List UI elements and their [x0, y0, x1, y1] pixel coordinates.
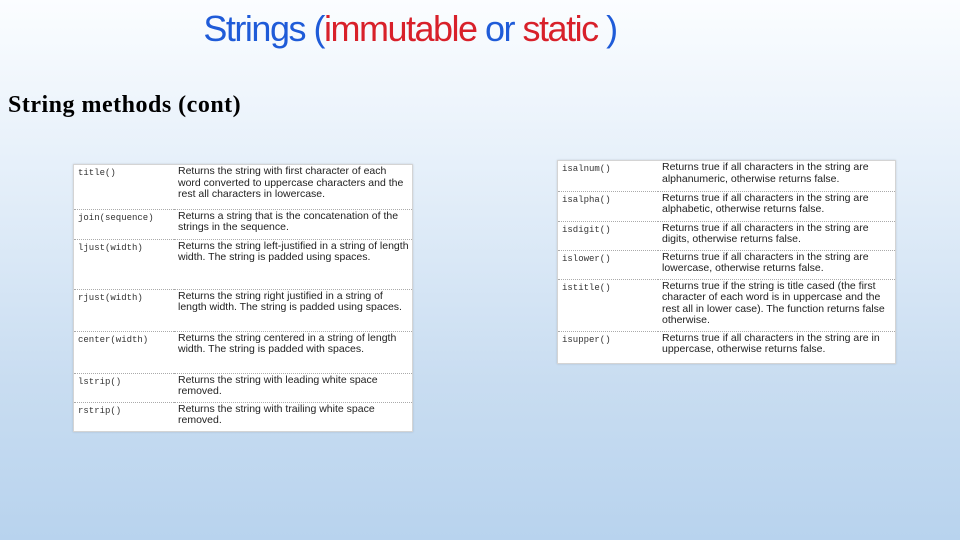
method-name: rjust(width): [74, 289, 174, 331]
left-method-table: [73, 164, 413, 432]
table-row: [558, 221, 895, 250]
method-name: title(): [78, 168, 116, 178]
method-name: isupper(): [558, 331, 658, 359]
method-name: islower(): [558, 250, 658, 279]
method-name: rstrip(): [74, 402, 174, 430]
right-method-table: [557, 160, 896, 364]
method-name: center(width): [74, 331, 174, 373]
method-description: Returns true if all characters in the string are lowercase, otherwise returns false.: [658, 250, 895, 279]
method-description: Returns the string right justified in a string of length width. The string is padded using spaces.: [174, 289, 412, 331]
title-part-immutable: immutable: [323, 8, 477, 49]
table-row: [74, 289, 412, 331]
method-description: Returns the string with first character of each word converted to uppercase characters and the rest all characters in lowercase.: [178, 165, 404, 200]
method-description: Returns a string that is the concatenation of the strings in the sequence.: [174, 209, 412, 239]
table-row: [74, 331, 412, 373]
title-part-strings: Strings (: [203, 8, 324, 49]
table-row: [74, 239, 412, 289]
title-part-or: or: [476, 8, 523, 49]
table-row: [558, 279, 895, 331]
method-name: isalnum(): [562, 164, 611, 174]
method-description: Returns true if all characters in the string are alphanumeric, otherwise returns false.: [662, 161, 869, 185]
title-part-close: ): [597, 8, 617, 49]
method-description: Returns true if all characters in the string are in uppercase, otherwise returns false.: [658, 331, 895, 359]
table-row: [558, 191, 895, 221]
method-name: ljust(width): [74, 239, 174, 289]
method-name: isalpha(): [558, 191, 658, 221]
method-name: lstrip(): [74, 373, 174, 402]
method-description: Returns the string left-justified in a string of length width. The string is padded using spaces.: [174, 239, 412, 289]
method-description: Returns true if the string is title cased (the first character of each word is in uppercase and the rest all in lower case). The function returns false otherwise.: [658, 279, 895, 331]
table-row: [74, 165, 412, 209]
slide-subtitle: String methods (cont): [8, 92, 242, 118]
method-name: isdigit(): [558, 221, 658, 250]
table-row: [558, 331, 895, 359]
table-row: [558, 161, 895, 191]
table-row: [74, 373, 412, 402]
method-description: Returns true if all characters in the string are alphabetic, otherwise returns false.: [658, 191, 895, 221]
slide-title: [0, 8, 820, 50]
method-description: Returns the string with leading white space removed.: [174, 373, 412, 402]
table-row: [74, 209, 412, 239]
table-row: [558, 250, 895, 279]
table-row: [74, 402, 412, 430]
title-part-static: static: [522, 8, 598, 49]
method-description: Returns the string with trailing white space removed.: [174, 402, 412, 430]
method-description: Returns the string centered in a string of length width. The string is padded with spaces.: [174, 331, 412, 373]
method-name: istitle(): [558, 279, 658, 331]
method-name: join(sequence): [74, 209, 174, 239]
method-description: Returns true if all characters in the string are digits, otherwise returns false.: [658, 221, 895, 250]
